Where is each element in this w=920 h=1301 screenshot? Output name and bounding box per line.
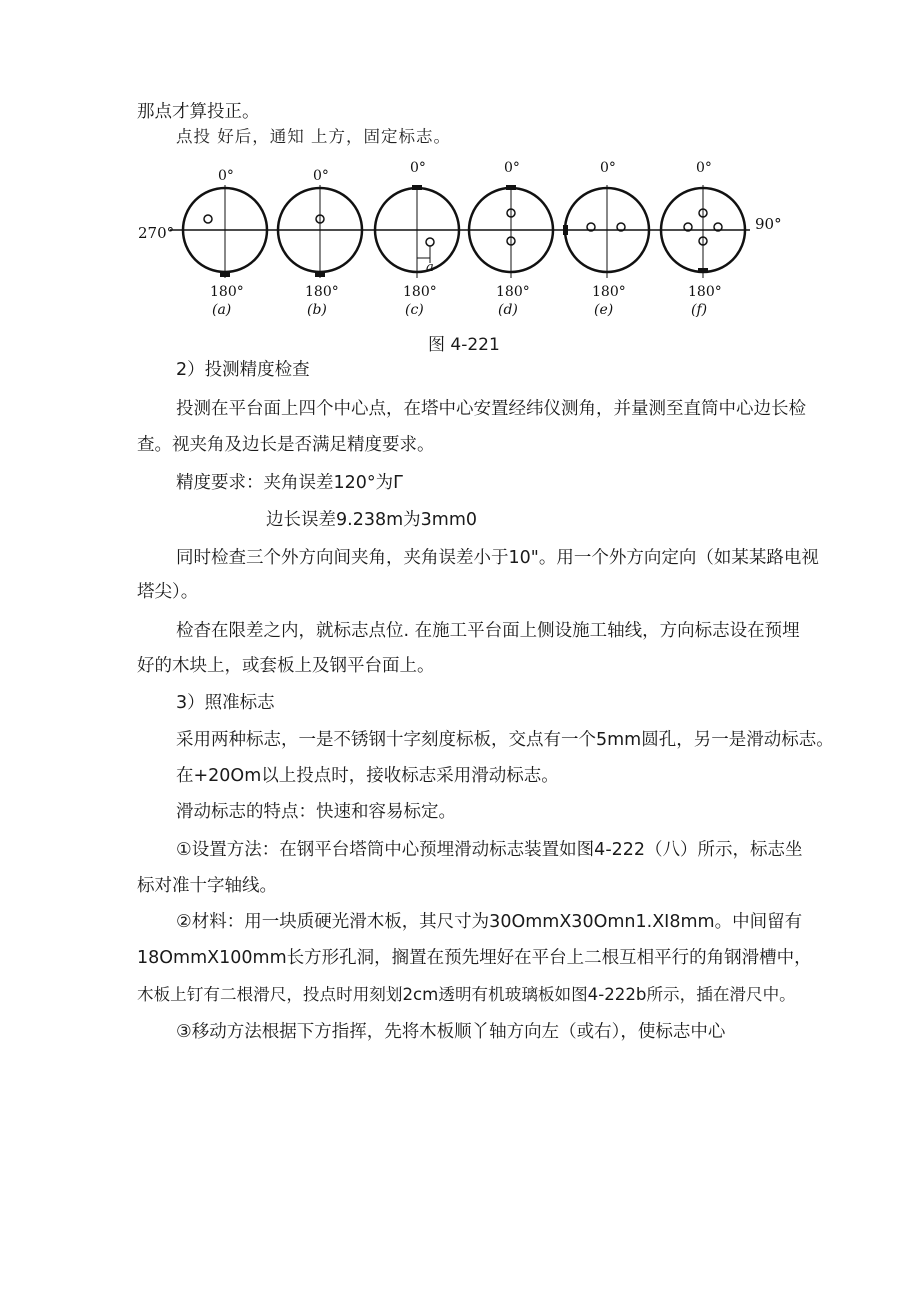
sub-label-b: (b)	[307, 302, 327, 318]
svg-text:0°: 0°	[504, 160, 520, 176]
label-90: 90°	[755, 215, 782, 233]
circle-diagram-figure	[130, 150, 800, 355]
paragraph-line: 塔尖）。	[137, 582, 199, 602]
paragraph-line: 那点才算投正。	[137, 102, 260, 122]
svg-text:180°: 180°	[403, 284, 437, 300]
paragraph-line: 滑动标志的特点：快速和容易标定。	[176, 802, 456, 822]
sub-label-a: (a)	[212, 302, 232, 318]
circle-c	[375, 160, 459, 318]
svg-text:180°: 180°	[592, 284, 626, 300]
svg-text:180°: 180°	[688, 284, 722, 300]
circle-f	[661, 160, 745, 318]
sub-label-f: (f)	[691, 302, 708, 318]
paragraph-line: 精度要求：夹角误差120°为Γ	[176, 473, 403, 493]
sub-label-d: (d)	[498, 302, 518, 318]
paragraph-line: 检杳在限差之内，就标志点位. 在施工平台面上侧设施工轴线，方向标志设在预埋	[176, 621, 800, 641]
svg-text:180°: 180°	[210, 284, 244, 300]
label-270: 270°	[138, 224, 175, 242]
circle-a	[183, 168, 267, 318]
section-heading-3: 3）照准标志	[176, 693, 275, 713]
svg-text:0°: 0°	[313, 168, 329, 184]
svg-text:180°: 180°	[496, 284, 530, 300]
sub-label-c: (c)	[405, 302, 424, 318]
paragraph-line: ②材料：用一块质硬光滑木板，其尺寸为30OmmX30Omn1.XI8mm。中间留有	[176, 912, 803, 932]
paragraph-line: 木板上钉有二根滑尺，投点时用刻划2cm透明有机玻璃板如图4-222b所示，插在滑尺中。	[137, 985, 796, 1004]
circle-b	[278, 168, 362, 318]
paragraph-line: ③移动方法根据下方指挥，先将木板顺丫轴方向左（或右），使标志中心	[176, 1022, 726, 1042]
paragraph-line: 边长误差9.238m为3mm0	[266, 510, 478, 530]
paragraph-line: 查。视夹角及边长是否满足精度要求。	[137, 435, 435, 455]
paragraph-line: 同时检查三个外方向间夹角，夹角误差小于10"。用一个外方向定向（如某某路电视	[176, 548, 819, 568]
figure-caption: 图 4-221	[428, 335, 500, 355]
paragraph-line: 标对准十字轴线。	[137, 876, 277, 896]
svg-text:0°: 0°	[410, 160, 426, 176]
svg-text:0°: 0°	[696, 160, 712, 176]
circle-e	[563, 160, 649, 318]
sub-label-e: (e)	[594, 302, 614, 318]
paragraph-line: 在+20Om以上投点时，接收标志采用滑动标志。	[176, 766, 559, 786]
figure-lead-text: 点投 好后，通知 上方，固定标志。	[176, 127, 451, 146]
label-a-offset: a	[426, 260, 434, 275]
svg-text:0°: 0°	[218, 168, 234, 184]
svg-text:180°: 180°	[305, 284, 339, 300]
section-heading-2: 2）投测精度检查	[176, 360, 310, 380]
circle-d	[469, 160, 553, 318]
paragraph-line: ①设置方法：在钢平台塔筒中心预埋滑动标志装置如图4-222（八）所示，标志坐	[176, 840, 803, 860]
paragraph-line: 18OmmX100mm长方形孔洞，搁置在预先埋好在平台上二根互相平行的角钢滑槽中，	[137, 948, 812, 968]
paragraph-line: 好的木块上，或套板上及钢平台面上。	[137, 656, 435, 676]
paragraph-line: 投测在平台面上四个中心点，在塔中心安置经纬仪测角，并量测至直筒中心边长检	[176, 399, 806, 419]
svg-text:0°: 0°	[600, 160, 616, 176]
paragraph-line: 采用两种标志，一是不锈钢十字刻度标板，交点有一个5mm圆孔，另一是滑动标志。	[176, 730, 834, 750]
